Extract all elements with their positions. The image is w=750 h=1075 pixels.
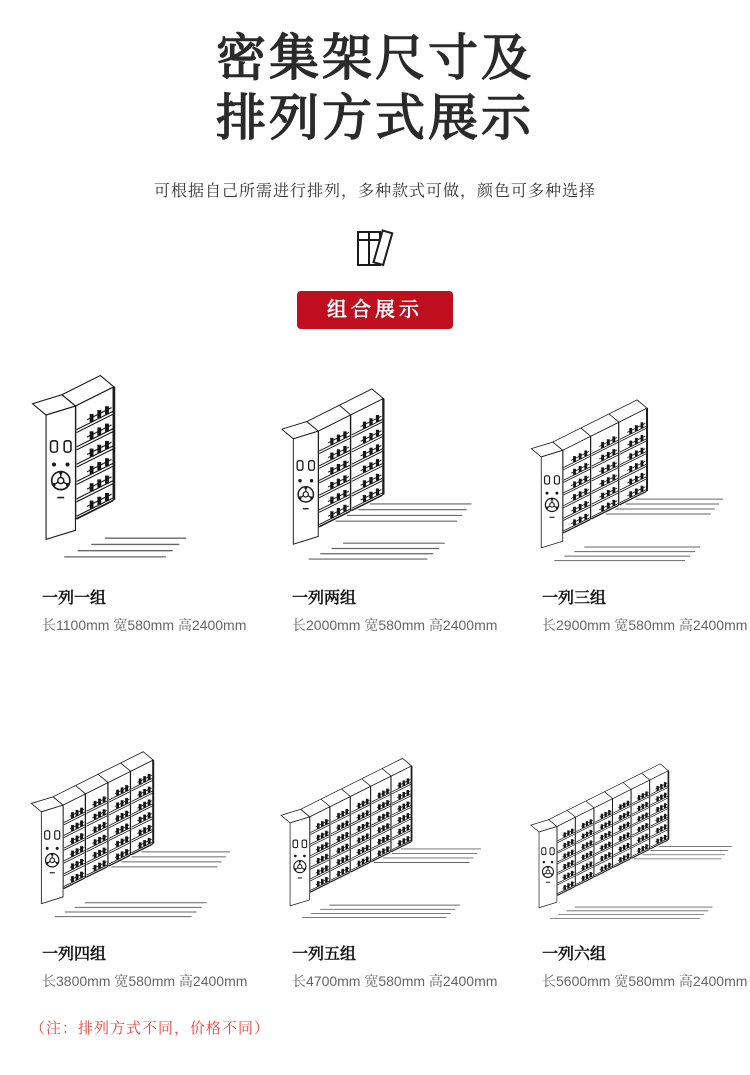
books-icon	[344, 223, 406, 275]
price-note: （注：排列方式不同，价格不同）	[30, 1020, 271, 1037]
product-dimensions: 长3800mm 宽580mm 高2400mm	[42, 973, 248, 989]
product-card-2	[250, 371, 500, 635]
shelf-illustration	[28, 687, 240, 927]
shelf-illustration	[528, 687, 740, 927]
product-card-5	[250, 687, 500, 991]
product-name: 一列六组	[542, 946, 607, 963]
product-name: 一列两组	[292, 590, 357, 607]
product-name: 一列五组	[292, 946, 357, 963]
page-title-line2: 排列方式展示	[216, 90, 534, 146]
shelf-illustration	[528, 371, 733, 571]
product-name: 一列四组	[42, 946, 107, 963]
products-grid	[0, 371, 750, 991]
product-card-6	[500, 687, 750, 991]
product-dimensions: 长2000mm 宽580mm 高2400mm	[292, 617, 498, 633]
page-title	[0, 28, 750, 148]
product-card-4	[0, 687, 250, 991]
books-icon-wrap	[0, 223, 750, 275]
combination-badge: 组合展示	[297, 291, 453, 329]
shelf-illustration	[278, 687, 490, 927]
product-dimensions: 长1100mm 宽580mm 高2400mm	[42, 617, 247, 633]
badge-wrap	[0, 291, 750, 329]
product-dimensions: 长5600mm 宽580mm 高2400mm	[542, 973, 748, 989]
page-subtitle: 可根据自己所需进行排列，多种款式可做，颜色可多种选择	[153, 183, 596, 200]
product-card-3	[500, 371, 750, 635]
product-dimensions: 长2900mm 宽580mm 高2400mm	[542, 617, 748, 633]
product-name: 一列一组	[42, 590, 107, 607]
page-title-line1: 密集架尺寸及	[216, 30, 534, 86]
product-dimensions: 长4700mm 宽580mm 高2400mm	[292, 973, 498, 989]
product-name: 一列三组	[542, 590, 607, 607]
product-card-1	[0, 371, 250, 635]
shelf-illustration	[278, 371, 483, 571]
shelf-illustration	[28, 371, 233, 571]
